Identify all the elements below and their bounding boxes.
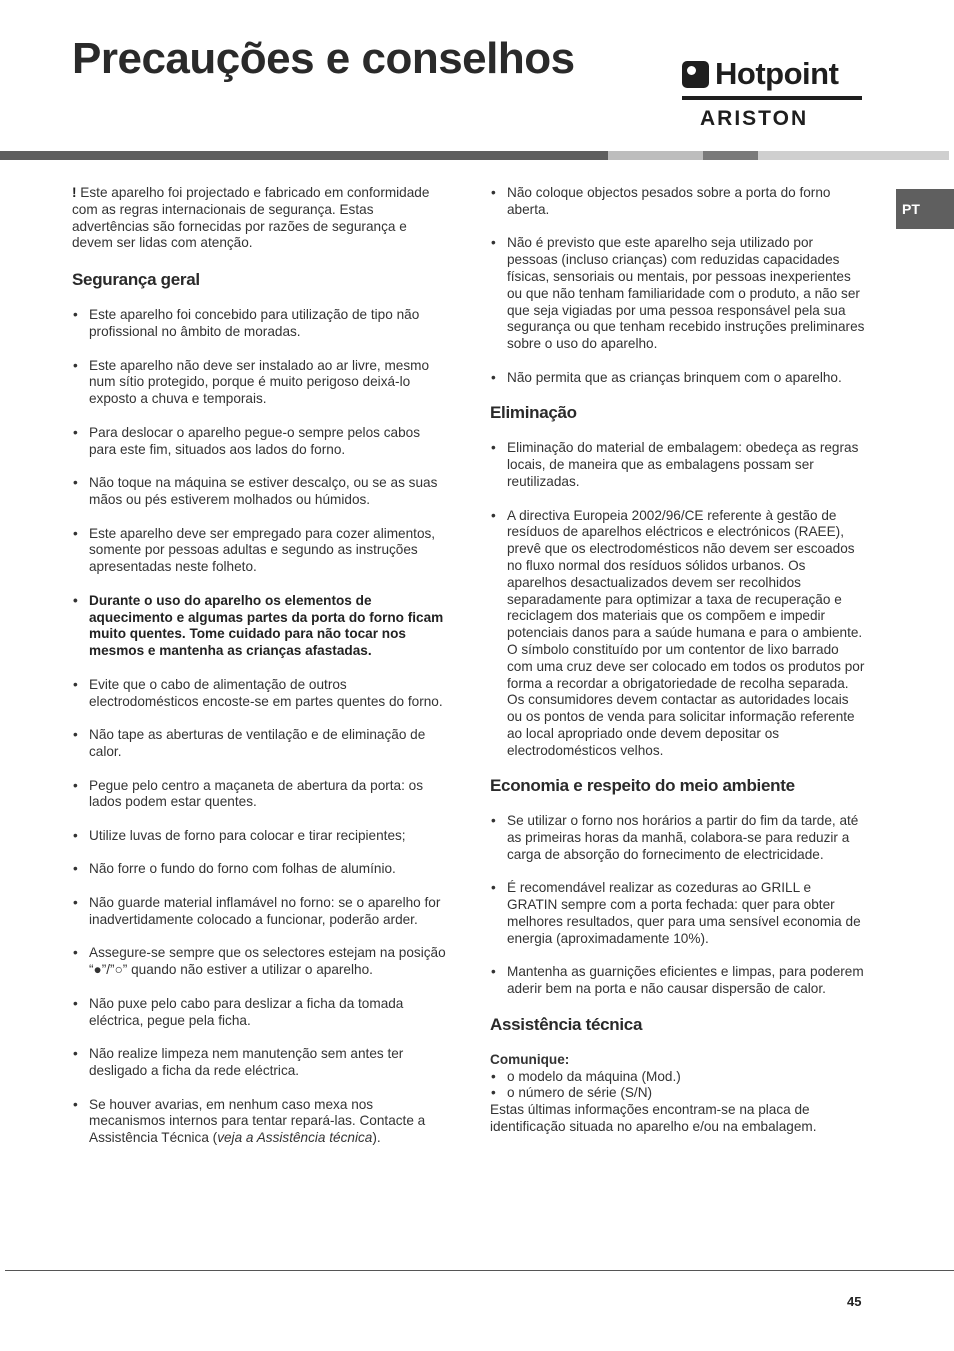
section-title-general-safety: Segurança geral bbox=[72, 270, 200, 290]
section-title-economy: Economia e respeito do meio ambiente bbox=[490, 776, 795, 796]
page-number: 45 bbox=[847, 1294, 862, 1309]
header-band-mid bbox=[703, 151, 758, 160]
general-safety-list bbox=[72, 307, 448, 1147]
list-item: • Não guarde material inflamável no forno: se o aparelho for inadvertidamente colocado a funcionar, poderão arder. bbox=[72, 895, 448, 929]
header-band-pale bbox=[758, 151, 949, 160]
section-title-assistance: Assistência técnica bbox=[490, 1014, 643, 1034]
list-item bbox=[72, 1097, 448, 1147]
list-item: • Não realize limpeza nem manutenção sem antes ter desligado a ficha da rede eléctrica. bbox=[72, 1046, 448, 1080]
communicate-label: Comunique: bbox=[490, 1051, 570, 1067]
list-item: • A directiva Europeia 2002/96/CE referente à gestão de resíduos de aparelhos eléctricos e electrónicos (RAEE), prevê que os electrodomésticos não devem ser escoados no fluxo normal dos resíduos sólidos urbanos. Os aparelhos desactualizados devem ser recolhidos separadamente para optimizar a taxa de recuperação e reciclagem dos materiais que os compõem e impedir potenciais danos para a saúde humana e para o ambiente. O símbolo constituído por um contentor de lixo barrado com uma cruz deve ser colocado em todos os produtos por forma a recordar a obrigatoriedade de recolha separada. Os consumidores devem contactar as autoridades locais ou os pontos de venda para solicitar informação referente ao local apropriado onde devem depositar os electrodomésticos velhos. bbox=[490, 508, 865, 760]
intro-paragraph bbox=[72, 185, 448, 252]
right-column bbox=[490, 185, 865, 1136]
list-item: • o modelo da máquina (Mod.) bbox=[490, 1069, 865, 1086]
list-item: • Mantenha as guarnições eficientes e limpas, para poderem aderir bem na porta e não causar dispersão de calor. bbox=[490, 964, 865, 998]
closing-text: Estas últimas informações encontram-se na placa de identificação situada no aparelho e/ou na embalagem. bbox=[490, 1102, 817, 1135]
list-item: • É recomendável realizar as cozeduras ao GRILL e GRATIN sempre com a porta fechada: quer para obter melhores resultados, quer para uma sensível economia de energia (aproximadamente 10%). bbox=[490, 880, 865, 947]
language-tab: PT bbox=[896, 189, 954, 229]
list-item-text-end: ). bbox=[372, 1130, 381, 1146]
list-item: • Este aparelho não deve ser instalado ao ar livre, mesmo num sítio protegido, porque é muito perigoso deixá-lo exposto a chuva e temporais. bbox=[72, 358, 448, 408]
list-item: • Não é previsto que este aparelho seja utilizado por pessoas (incluso crianças) com reduzidas capacidades físicas, sensoriais ou mentais, por pessoas inexperientes ou que não tenham familiaridade com o produto, a não ser que seja vigiadas por uma pessoa responsável pela sua segurança ou que tenham recebido instruções preliminares sobre o uso do aparelho. bbox=[490, 235, 865, 353]
hotpoint-logo-icon bbox=[682, 61, 709, 88]
logo-wordmark: Hotpoint bbox=[715, 56, 839, 91]
logo-rule bbox=[682, 96, 862, 100]
left-column bbox=[72, 185, 448, 1164]
list-item: • Não coloque objectos pesados sobre a porta do forno aberta. bbox=[490, 185, 865, 219]
list-item: • Não toque na máquina se estiver descalço, ou se as suas mãos ou pés estiverem molhados ou húmidos. bbox=[72, 475, 448, 509]
cross-reference: veja a Assistência técnica bbox=[217, 1130, 373, 1146]
list-item: • Este aparelho foi concebido para utilização de tipo não profissional no âmbito de moradas. bbox=[72, 307, 448, 341]
safety-list-continued bbox=[490, 185, 865, 387]
page-title: Precauções e conselhos bbox=[72, 34, 575, 83]
footer-rule bbox=[5, 1270, 954, 1271]
list-item: • Pegue pelo centro a maçaneta de abertura da porta: os lados podem estar quentes. bbox=[72, 778, 448, 812]
section-title-disposal: Eliminação bbox=[490, 403, 577, 423]
list-item: • Evite que o cabo de alimentação de outros electrodomésticos encoste-se em partes quentes do forno. bbox=[72, 677, 448, 711]
logo-subbrand: ARISTON bbox=[700, 107, 809, 130]
list-item: • Utilize luvas de forno para colocar e tirar recipientes; bbox=[72, 828, 448, 845]
list-item: • Não forre o fundo do forno com folhas de alumínio. bbox=[72, 861, 448, 878]
list-item: • o número de série (S/N) bbox=[490, 1085, 865, 1102]
header-band-light bbox=[608, 151, 703, 160]
list-item: • Assegure-se sempre que os selectores estejam na posição “●”/”○” quando não estiver a utilizar o aparelho. bbox=[72, 945, 448, 979]
header-band-dark bbox=[0, 151, 608, 160]
warning-mark: ! bbox=[72, 185, 77, 200]
list-item-text: Se houver avarias, em nenhum caso mexa nos mecanismos internos para tentar repará-las. Contacte a Assistência Técnica ( bbox=[89, 1096, 426, 1146]
list-item-warning: • Durante o uso do aparelho os elementos de aquecimento e algumas partes da porta do forno ficam muito quentes. Tome cuidado para não tocar nos mesmos e mantenha as crianças afastadas. bbox=[72, 593, 448, 660]
economy-list bbox=[490, 813, 865, 998]
list-item: • Não tape as aberturas de ventilação e de eliminação de calor. bbox=[72, 727, 448, 761]
list-item: • Para deslocar o aparelho pegue-o sempre pelos cabos para este fim, situados aos lados do forno. bbox=[72, 425, 448, 459]
disposal-list bbox=[490, 440, 865, 759]
intro-text: Este aparelho foi projectado e fabricado em conformidade com as regras internacionais de segurança. Estas advertências são fornecidas por razões de segurança e devem ser lidas com atenção. bbox=[72, 185, 430, 251]
list-item: • Eliminação do material de embalagem: obedeça as regras locais, de maneira que as embalagens possam ser reutilizadas. bbox=[490, 440, 865, 490]
communicate-list bbox=[490, 1069, 865, 1103]
brand-logo bbox=[682, 56, 864, 132]
list-item: • Se utilizar o forno nos horários a partir do fim da tarde, até as primeiras horas da manhã, colabora-se para reduzir a carga de absorção do fornecimento de electricidade. bbox=[490, 813, 865, 863]
list-item: • Não permita que as crianças brinquem com o aparelho. bbox=[490, 370, 865, 387]
list-item: • Este aparelho deve ser empregado para cozer alimentos, somente por pessoas adultas e segundo as instruções apresentadas neste folheto. bbox=[72, 526, 448, 576]
list-item: • Não puxe pelo cabo para deslizar a ficha da tomada eléctrica, pegue pela ficha. bbox=[72, 996, 448, 1030]
